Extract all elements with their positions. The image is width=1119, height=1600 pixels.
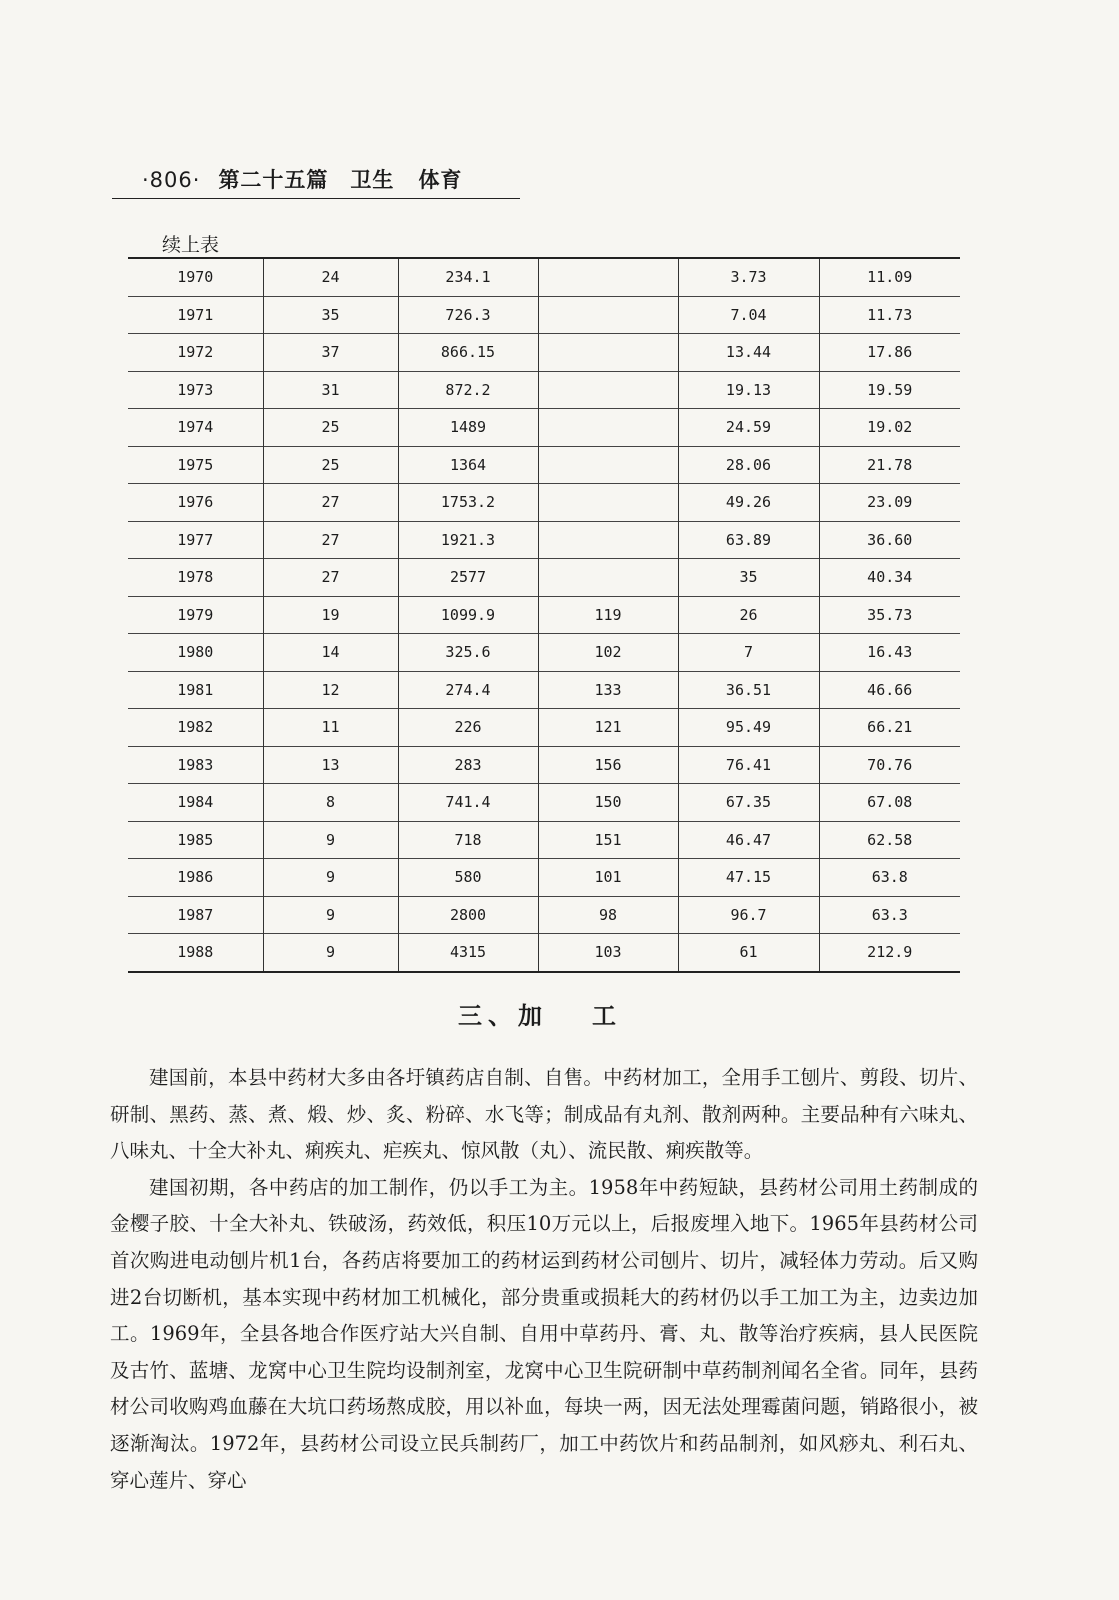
table-row — [128, 409, 960, 447]
table-cell: 31 — [263, 371, 398, 409]
table-cell: 63.3 — [819, 896, 960, 934]
chapter-subtitle: 体育 — [418, 168, 463, 192]
table-cell: 3.73 — [678, 258, 819, 296]
table-cell: 212.9 — [819, 934, 960, 972]
table-cell: 7.04 — [678, 296, 819, 334]
table-cell — [538, 484, 678, 522]
table-cell: 37 — [263, 334, 398, 372]
table-cell: 1974 — [128, 409, 263, 447]
table-cell: 274.4 — [398, 671, 538, 709]
table-cell: 70.76 — [819, 746, 960, 784]
table-cell: 121 — [538, 709, 678, 747]
table-cell: 95.49 — [678, 709, 819, 747]
table-cell: 1982 — [128, 709, 263, 747]
table-cell: 35.73 — [819, 596, 960, 634]
table-cell: 234.1 — [398, 258, 538, 296]
paragraph: 建国前，本县中药材大多由各圩镇药店自制、自售。中药材加工，全用手工刨片、剪段、切片、研制、黑药、蒸、煮、煅、炒、炙、粉碎、水飞等；制成品有丸剂、散剂两种。主要品种有六味丸、八味丸、十全大补丸、痢疾丸、疟疾丸、惊风散（丸）、流民散、痢疾散等。 — [110, 1066, 978, 1163]
table-cell: 96.7 — [678, 896, 819, 934]
section-heading — [458, 996, 622, 1031]
table-cell: 27 — [263, 559, 398, 597]
table-cell: 63.89 — [678, 521, 819, 559]
statistics-table — [128, 257, 960, 973]
table-cell: 1971 — [128, 296, 263, 334]
table-cell: 9 — [263, 896, 398, 934]
table-cell: 40.34 — [819, 559, 960, 597]
page-header — [142, 164, 462, 194]
table-cell: 1973 — [128, 371, 263, 409]
table-row — [128, 634, 960, 672]
table-cell: 11 — [263, 709, 398, 747]
table-row — [128, 821, 960, 859]
table-cell: 1489 — [398, 409, 538, 447]
table-row — [128, 484, 960, 522]
table-cell: 21.78 — [819, 446, 960, 484]
table-cell: 13 — [263, 746, 398, 784]
table-cell: 1979 — [128, 596, 263, 634]
table-caption: 续上表 — [162, 234, 220, 256]
table-cell: 1364 — [398, 446, 538, 484]
table-cell: 283 — [398, 746, 538, 784]
table-cell: 156 — [538, 746, 678, 784]
table-cell — [538, 371, 678, 409]
paragraph: 建国初期，各中药店的加工制作，仍以手工为主。1958年中药短缺，县药材公司用土药制成的金樱子胶、十全大补丸、铁破汤，药效低，积压10万元以上，后报废埋入地下。1965年县药材公司首次购进电动刨片机1台，各药店将要加工的药材运到药材公司刨片、切片，减轻体力劳动。后又购进2台切断机，基本实现中药材加工机械化，部分贵重或损耗大的药材仍以手工加工为主，边卖边加工。1969年，全县各地合作医疗站大兴自制、自用中草药丹、膏、丸、散等治疗疾病，县人民医院及古竹、蓝塘、龙窝中心卫生院均设制剂室，龙窝中心卫生院研制中草药制剂闻名全省。同年，县药材公司收购鸡血藤在大坑口药场熬成胶，用以补血，每块一两，因无法处理霉菌问题，销路很小，被逐渐淘汰。1972年，县药材公司设立民兵制药厂，加工中药饮片和药品制剂，如风痧丸、利石丸、穿心莲片、穿心 — [110, 1175, 978, 1492]
table-cell — [538, 446, 678, 484]
table-cell: 11.73 — [819, 296, 960, 334]
table-cell: 25 — [263, 446, 398, 484]
table-cell: 67.08 — [819, 784, 960, 822]
table-cell: 9 — [263, 821, 398, 859]
table-cell: 24.59 — [678, 409, 819, 447]
table-cell: 119 — [538, 596, 678, 634]
table-cell: 2577 — [398, 559, 538, 597]
table-row — [128, 859, 960, 897]
table-cell: 27 — [263, 484, 398, 522]
table-cell: 1981 — [128, 671, 263, 709]
chapter-title: 第二十五篇 卫生 — [218, 168, 395, 192]
table-cell: 19.02 — [819, 409, 960, 447]
table-cell: 102 — [538, 634, 678, 672]
table-cell: 226 — [398, 709, 538, 747]
table-cell: 1984 — [128, 784, 263, 822]
table-cell — [538, 334, 678, 372]
header-rule — [112, 198, 520, 199]
section-title-part-1: 三、加 — [458, 1001, 548, 1030]
table-row — [128, 258, 960, 296]
table-cell: 35 — [678, 559, 819, 597]
table-cell: 8 — [263, 784, 398, 822]
table-cell: 27 — [263, 521, 398, 559]
table-cell: 16.43 — [819, 634, 960, 672]
table-row — [128, 896, 960, 934]
table-cell: 9 — [263, 859, 398, 897]
table-cell: 1976 — [128, 484, 263, 522]
table-cell: 1987 — [128, 896, 263, 934]
table-cell: 98 — [538, 896, 678, 934]
table-cell: 1753.2 — [398, 484, 538, 522]
table-cell: 46.47 — [678, 821, 819, 859]
table-cell: 47.15 — [678, 859, 819, 897]
table-cell — [538, 409, 678, 447]
table-cell: 872.2 — [398, 371, 538, 409]
table-cell — [538, 296, 678, 334]
table-cell: 1980 — [128, 634, 263, 672]
table-cell: 325.6 — [398, 634, 538, 672]
table-cell: 36.51 — [678, 671, 819, 709]
table-row — [128, 596, 960, 634]
table-cell: 66.21 — [819, 709, 960, 747]
table-cell: 741.4 — [398, 784, 538, 822]
table-cell: 46.66 — [819, 671, 960, 709]
table-cell — [538, 559, 678, 597]
table-cell: 28.06 — [678, 446, 819, 484]
table-cell: 1975 — [128, 446, 263, 484]
table-row — [128, 371, 960, 409]
table-cell: 13.44 — [678, 334, 819, 372]
table-row — [128, 746, 960, 784]
table-cell: 19.59 — [819, 371, 960, 409]
table-cell: 1986 — [128, 859, 263, 897]
table-cell: 1988 — [128, 934, 263, 972]
table-cell — [538, 521, 678, 559]
table-cell: 1099.9 — [398, 596, 538, 634]
table-row — [128, 334, 960, 372]
table-cell: 25 — [263, 409, 398, 447]
table-cell: 1985 — [128, 821, 263, 859]
table-cell: 866.15 — [398, 334, 538, 372]
table-cell: 14 — [263, 634, 398, 672]
table-cell: 76.41 — [678, 746, 819, 784]
table-cell: 12 — [263, 671, 398, 709]
table-cell: 23.09 — [819, 484, 960, 522]
table-cell: 1978 — [128, 559, 263, 597]
table-cell: 62.58 — [819, 821, 960, 859]
table-row — [128, 446, 960, 484]
table-cell: 101 — [538, 859, 678, 897]
page-number: ·806· — [142, 168, 201, 192]
section-title-part-2: 工 — [592, 1001, 622, 1030]
table-row — [128, 671, 960, 709]
table-cell: 67.35 — [678, 784, 819, 822]
table-cell: 24 — [263, 258, 398, 296]
table-cell: 7 — [678, 634, 819, 672]
table-row — [128, 784, 960, 822]
table-cell: 36.60 — [819, 521, 960, 559]
table-cell: 726.3 — [398, 296, 538, 334]
table-cell: 150 — [538, 784, 678, 822]
table-row — [128, 559, 960, 597]
table-row — [128, 709, 960, 747]
table-cell: 580 — [398, 859, 538, 897]
table-cell: 17.86 — [819, 334, 960, 372]
table-cell: 26 — [678, 596, 819, 634]
table-cell: 49.26 — [678, 484, 819, 522]
table-cell: 11.09 — [819, 258, 960, 296]
table-cell: 61 — [678, 934, 819, 972]
table-cell: 19.13 — [678, 371, 819, 409]
body-text — [110, 1060, 978, 1499]
table-row — [128, 934, 960, 972]
table-cell: 63.8 — [819, 859, 960, 897]
table-cell: 2800 — [398, 896, 538, 934]
table-cell: 103 — [538, 934, 678, 972]
table-cell: 1970 — [177, 268, 214, 287]
table-cell: 151 — [538, 821, 678, 859]
table-row — [128, 296, 960, 334]
table-cell: 19 — [263, 596, 398, 634]
table-cell: 133 — [538, 671, 678, 709]
table-cell: 1972 — [128, 334, 263, 372]
table-cell: 1983 — [128, 746, 263, 784]
table-row — [128, 521, 960, 559]
table-cell: 4315 — [398, 934, 538, 972]
table-cell: 35 — [263, 296, 398, 334]
table-cell: 1921.3 — [398, 521, 538, 559]
table-cell: 9 — [263, 934, 398, 972]
table-cell — [538, 258, 678, 296]
table-cell: 1977 — [128, 521, 263, 559]
table-cell: 718 — [398, 821, 538, 859]
